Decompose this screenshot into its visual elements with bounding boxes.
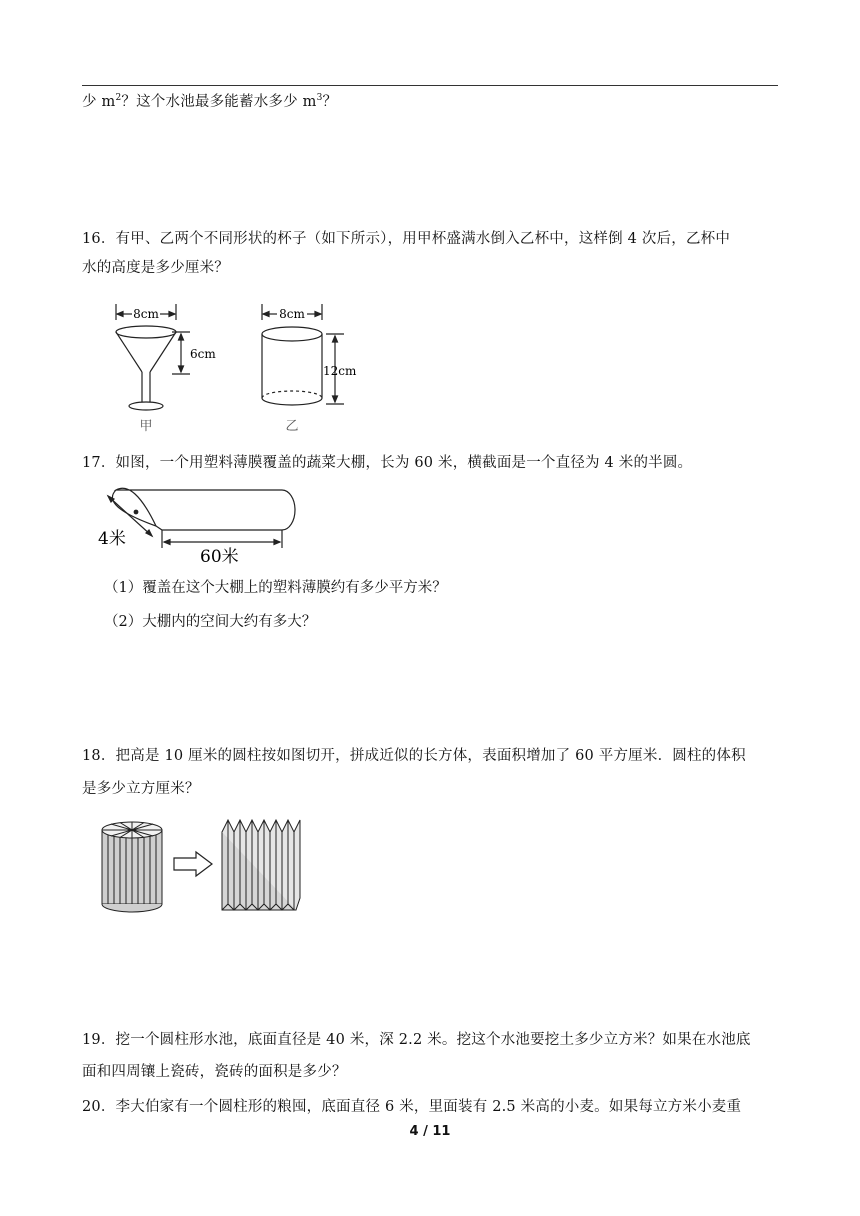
question-20-line-1: 20．李大伯家有一个圆柱形的粮囤，底面直径 6 米，里面装有 2.5 米高的小麦。如果每立方米小麦重: [82, 1099, 742, 1115]
superscript-3: 3: [316, 93, 323, 103]
sliced-cylinder-diagram: [102, 822, 162, 912]
cup-b-height-label: 12cm: [323, 364, 357, 378]
question-18-line-1: 18．把高是 10 厘米的圆柱按如图切开，拼成近似的长方体，表面积增加了 60 平方厘米．圆柱的体积: [82, 748, 746, 764]
cup-a-label: 甲: [139, 419, 153, 434]
header-rule: [82, 85, 778, 86]
question-17-sub-2: （2）大棚内的空间大约有多大？: [104, 614, 317, 630]
question-19-line-2: 面和四周镶上瓷砖，瓷砖的面积是多少？: [82, 1064, 347, 1080]
cup-a-height-label: 6cm: [190, 347, 216, 361]
text-segment: ？这个水池最多能蓄水多少 m: [121, 94, 317, 110]
cylinder-to-cuboid-figure: [98, 814, 308, 914]
question-16-line-1: 16．有甲、乙两个不同形状的杯子（如下所示），用甲杯盛满水倒入乙杯中，这样倒 4 次后，乙杯中: [82, 231, 731, 247]
question-17-line-1: 17．如图，一个用塑料薄膜覆盖的蔬菜大棚，长为 60 米，横截面是一个直径为 4 米的半圆。: [82, 455, 693, 471]
cups-figure: [100, 298, 370, 438]
question-17-sub-1: （1）覆盖在这个大棚上的塑料薄膜约有多少平方米？: [104, 580, 447, 596]
question-16-line-2: 水的高度是多少厘米？: [82, 260, 229, 276]
cuboid-diagram: [222, 820, 300, 910]
greenhouse-figure: [96, 482, 296, 568]
text-segment: 少 m: [82, 94, 116, 110]
arrow-icon: [174, 852, 212, 876]
question-19-line-1: 19．挖一个圆柱形水池，底面直径是 40 米，深 2.2 米。挖这个水池要挖土多少立方米？如果在水池底: [82, 1032, 751, 1048]
greenhouse-length-label: 60米: [200, 547, 239, 567]
page-number: 4 / 11: [409, 1124, 451, 1139]
greenhouse-diagram: [108, 488, 295, 548]
text-segment: ？: [322, 94, 338, 110]
center-dot: [134, 510, 139, 515]
cup-a-width-label: 8cm: [133, 307, 159, 321]
question-18-line-2: 是多少立方厘米？: [82, 781, 200, 797]
cup-b-label: 乙: [285, 419, 299, 434]
greenhouse-diameter-label: 4米: [98, 529, 126, 549]
question-15-continuation: [82, 92, 337, 112]
cup-b-width-label: 8cm: [279, 307, 305, 321]
superscript-2: 2: [115, 93, 122, 103]
